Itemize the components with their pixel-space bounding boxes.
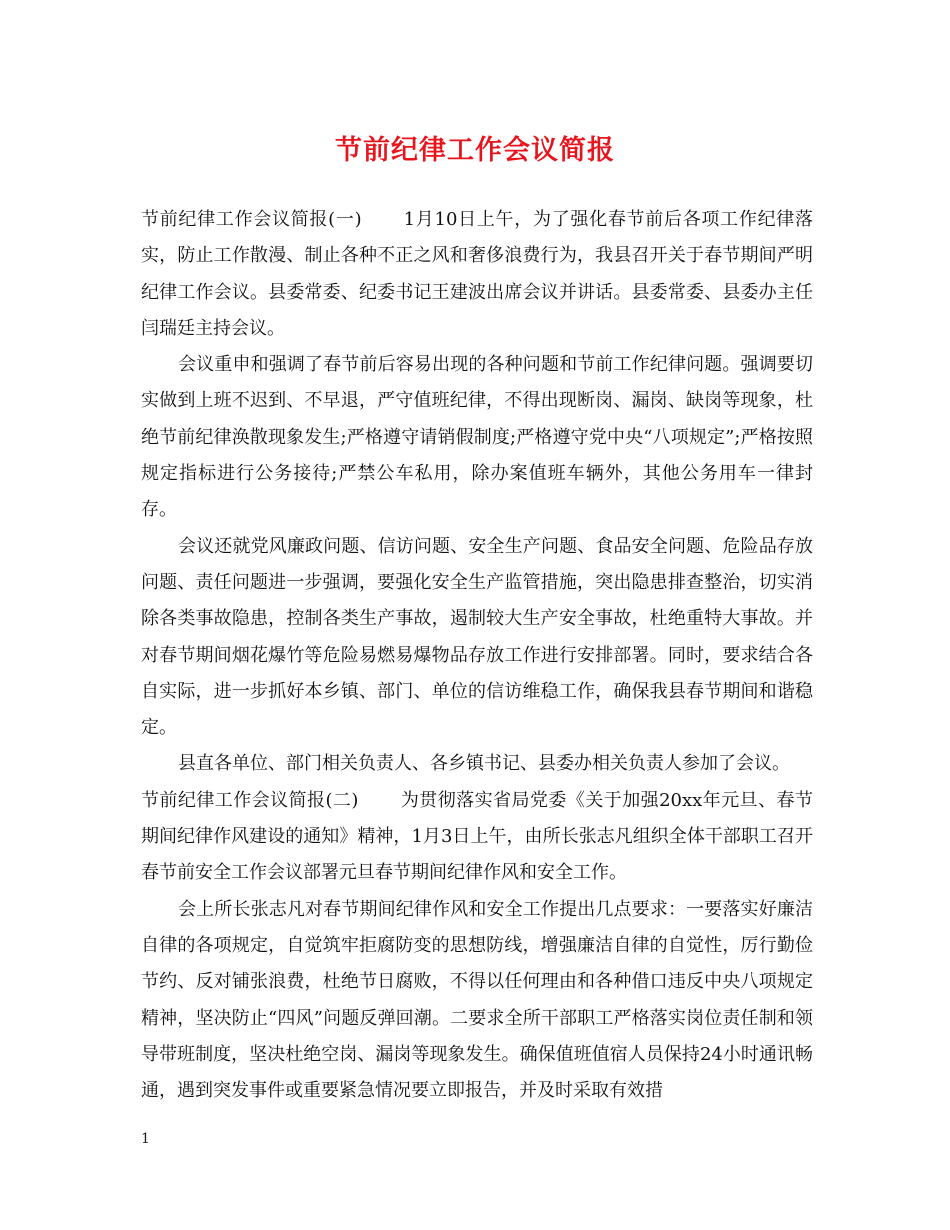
document-title: 节前纪律工作会议简报 (335, 135, 615, 166)
paragraph-requirements (141, 892, 813, 1110)
paragraph-text: 会议重申和强调了春节前后容易出现的各种问题和节前工作纪律问题。强调要切实做到上班不迟到、不早退，严守值班纪律，不得出现断岗、漏岗、缺岗等现象，杜绝节前纪律涣散现象发生;严格遵守请销假制度;严格遵守党中央“八项规定”;严格按照规定指标进行公务接待;严禁公车私用，除办案值班车辆外，其他公务用车一律封存。 (141, 354, 813, 521)
paragraph-text: 为贯彻落实省局党委《关于加强20xx年元旦、春节期间纪律作风建设的通知》精神，1月3日上午，由所长张志凡组织全体干部职工召开春节前安全工作会议部署元旦春节期间纪律作风和安全工作。 (141, 789, 813, 884)
paragraph-text: 1月10日上午，为了强化春节前后各项工作纪律落实，防止工作散漫、制止各种不正之风和奢侈浪费行为，我县召开关于春节期间严明纪律工作会议。县委常委、纪委书记王建波出席会议并讲话。县委常委、县委办主任闫瑞廷主持会议。 (141, 209, 813, 339)
briefing-two-heading: 节前纪律工作会议简报(二) (141, 789, 359, 811)
paragraph-text: 会议还就党风廉政问题、信访问题、安全生产问题、食品安全问题、危险品存放问题、责任问题进一步强调，要强化安全生产监管措施，突出隐患排查整治，切实消除各类事故隐患，控制各类生产事故，遏制较大生产安全事故，杜绝重特大事故。并对春节期间烟花爆竹等危险易燃易爆物品存放工作进行安排部署。同时，要求结合各自实际，进一步抓好本乡镇、部门、单位的信访维稳工作，确保我县春节期间和谐稳定。 (141, 535, 813, 739)
paragraph-briefing-two (141, 783, 813, 892)
paragraph-safety-issues (141, 529, 813, 747)
paragraph-text: 会上所长张志凡对春节期间纪律作风和安全工作提出几点要求：一要落实好廉洁自律的各项规定，自觉筑牢拒腐防变的思想防线，增强廉洁自律的自觉性，厉行勤俭节约、反对铺张浪费，杜绝节日腐败，不得以任何理由和各种借口违反中央八项规定精神，坚决防止“四风”问题反弹回潮。二要求全所干部职工严格落实岗位责任制和领导带班制度，坚决杜绝空岗、漏岗等现象发生。确保值班值宿人员保持24小时通讯畅通，遇到突发事件或重要紧急情况要立即报告，并及时采取有效措 (141, 898, 813, 1102)
paragraph-briefing-one (141, 202, 813, 347)
paragraph-meeting-emphasis (141, 347, 813, 528)
paragraph-text: 县直各单位、部门相关负责人、各乡镇书记、县委办相关负责人参加了会议。 (178, 753, 790, 775)
page-number: 1 (141, 1131, 150, 1147)
document-body (141, 202, 813, 1109)
briefing-one-heading: 节前纪律工作会议简报(一) (141, 209, 362, 230)
paragraph-attendees (141, 746, 813, 782)
